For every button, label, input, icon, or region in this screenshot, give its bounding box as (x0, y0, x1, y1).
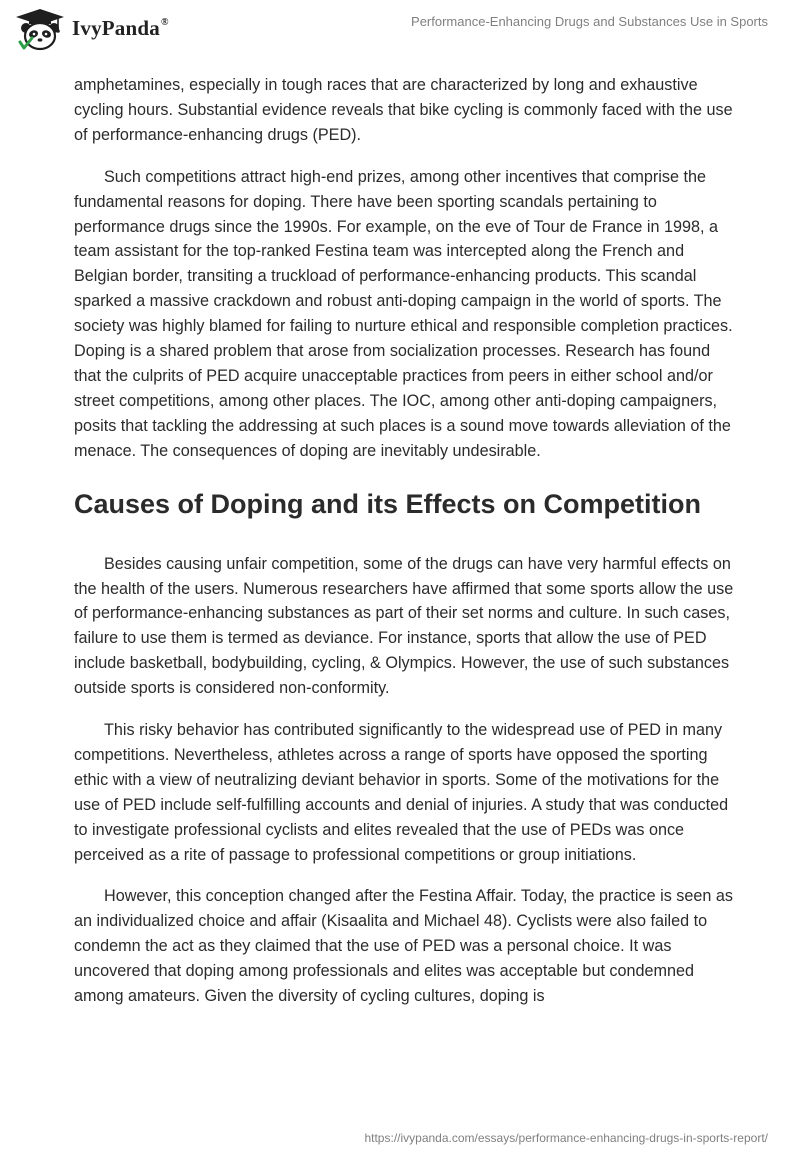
paragraph: amphetamines, especially in tough races that are characterized by long and exhaustive cycling hours. Substantial evidence reveals that bike cycling is commonly faced with the use of performance-enhancing drugs (PED). (74, 76, 733, 144)
paragraph: Besides causing unfair competition, some of the drugs can have very harmful effects on the health of the users. Numerous researchers have affirmed that some sports allow the use of performance-enhancing substances as part of their set norms and culture. In such cases, failure to use them is termed as deviance. For instance, sports that allow the use of PED include basketball, bodybuilding, cycling, & Olympics. However, the use of such substances outside sports is considered non-conformity. (74, 554, 734, 698)
section-heading: Causes of Doping and its Effects on Competition (74, 488, 702, 519)
source-url[interactable]: https://ivypanda.com/essays/performance-enhancing-drugs-in-sports-report/ (364, 1131, 768, 1145)
page-header (0, 0, 800, 62)
registered-mark: ® (160, 16, 169, 28)
article-body (74, 73, 734, 1026)
logo-text: IvyPanda® (72, 15, 169, 40)
paragraph: Such competitions attract high-end prizes, among other incentives that comprise the fundamental reasons for doping. There have been sporting scandals pertaining to performance drugs since the 1990s. For example, on the eve of Tour de France in 1998, a team assistant for the top-ranked Festina team was intercepted along the French and Belgian border, transiting a truckload of performance-enhancing products. This scandal sparked a massive crackdown and robust anti-doping campaign in the world of sports. The society was highly blamed for failing to nurture ethical and responsible completion practices. Doping is a shared problem that arose from socialization processes. Research has found that the culprits of PED acquire unacceptable practices from peers in either school and/or street competitions, among other places. The IOC, among other anti-doping campaigners, posits that tackling the addressing at such places is a sound move towards alleviation of the menace. The consequences of doping are inevitably undesirable. (74, 167, 733, 460)
panda-graduate-icon (14, 8, 66, 52)
paragraph: This risky behavior has contributed significantly to the widespread use of PED in many competitions. Nevertheless, athletes across a range of sports have opposed the sporting ethic with a view of neutralizing deviant behavior in sports. Some of the motivations for the use of PED include self-fulfilling accounts and denial of injuries. A study that was conducted to investigate professional cyclists and elites revealed that the use of PEDs was once perceived as a rite of passage to professional competitions or group initiations. (74, 721, 729, 864)
logo[interactable] (14, 8, 169, 52)
document-title: Performance-Enhancing Drugs and Substances Use in Sports (411, 14, 768, 29)
paragraph: However, this conception changed after the Festina Affair. Today, the practice is seen as an individualized choice and affair (Kisaalita and Michael 48). Cyclists were also failed to condemn the act as they claimed that the use of PED was a personal choice. It was uncovered that doping among professionals and elites was acceptable but condemned among amateurs. Given the diversity of cycling cultures, doping is (74, 887, 733, 1006)
